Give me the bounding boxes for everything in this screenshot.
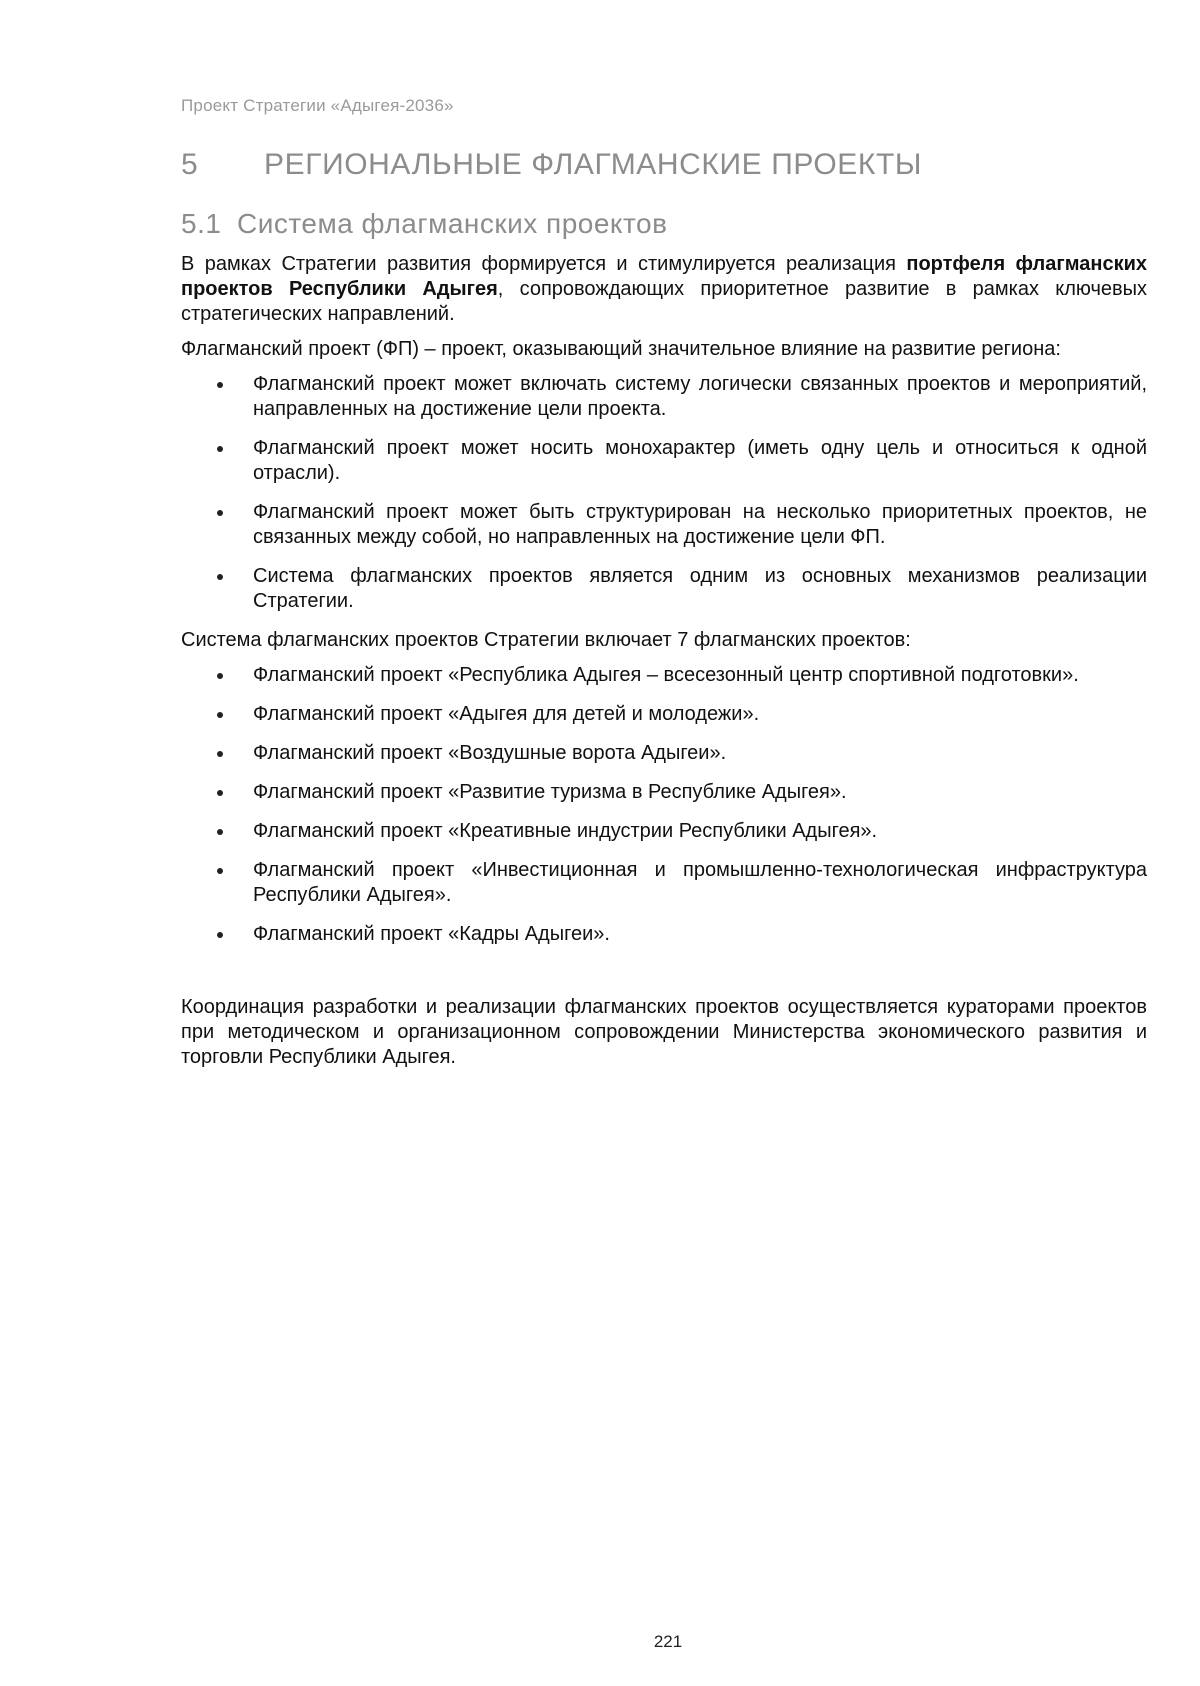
definition-list — [181, 372, 1147, 614]
bullet-icon — [217, 868, 223, 874]
list-item-text: Система флагманских проектов является одним из основных механизмов реализации Стратегии. — [253, 565, 1147, 612]
list-item — [253, 858, 1147, 908]
list-item — [253, 702, 1147, 727]
bullet-icon — [217, 712, 223, 718]
list-item-text: Флагманский проект «Адыгея для детей и молодежи». — [253, 703, 760, 725]
list-item — [253, 500, 1147, 550]
bullet-icon — [217, 382, 223, 388]
list-item-text: Флагманский проект «Креативные индустрии Республики Адыгея». — [253, 820, 878, 842]
chapter-number: 5 — [181, 148, 199, 181]
list-item-text: Флагманский проект «Развитие туризма в Республике Адыгея». — [253, 781, 847, 803]
chapter-title: РЕГИОНАЛЬНЫЕ ФЛАГМАНСКИЕ ПРОЕКТЫ — [264, 148, 923, 181]
body-content — [181, 252, 1147, 1080]
list-item — [253, 372, 1147, 422]
intro-text-start: В рамках Стратегии развития формируется и стимулируется реализация — [181, 253, 907, 275]
section-title: Система флагманских проектов — [237, 208, 668, 239]
projects-list — [181, 663, 1147, 947]
definition-paragraph: Флагманский проект (ФП) – проект, оказывающий значительное влияние на развитие региона: — [181, 338, 1061, 360]
list-item — [253, 780, 1147, 805]
bullet-icon — [217, 751, 223, 757]
list-item — [253, 436, 1147, 486]
spacer — [181, 961, 1147, 995]
intro-text-end: , сопровождающих приоритетное развитие в рамках ключевых стратегических направлений. — [181, 278, 1147, 325]
bullet-icon — [217, 574, 223, 580]
section-number: 5.1 — [181, 208, 222, 239]
list-item — [253, 663, 1147, 688]
list-item — [253, 922, 1147, 947]
system-intro-paragraph: Система флагманских проектов Стратегии включает 7 флагманских проектов: — [181, 629, 911, 651]
running-header: Проект Стратегии «Адыгея-2036» — [181, 96, 454, 115]
list-item-text: Флагманский проект «Республика Адыгея – всесезонный центр спортивной подготовки». — [253, 664, 1079, 686]
chapter-heading — [181, 148, 1081, 182]
bullet-icon — [217, 673, 223, 679]
page-number: 221 — [653, 1632, 683, 1651]
intro-paragraph — [181, 252, 1147, 327]
list-item-text: Флагманский проект может быть структурирован на несколько приоритетных проектов, не связанных между собой, но направленных на достижение цели ФП. — [253, 501, 1147, 548]
list-item-text: Флагманский проект «Кадры Адыгеи». — [253, 923, 610, 945]
intro-bold-text: портфеля флагманских проектов Республики Адыгея — [181, 253, 1147, 300]
list-item-text: Флагманский проект может включать систему логически связанных проектов и мероприятий, направленных на достижение цели проекта. — [253, 373, 1147, 420]
section-heading — [181, 208, 667, 240]
bullet-icon — [217, 446, 223, 452]
list-item-text: Флагманский проект может носить монохарактер (иметь одну цель и относиться к одной отрасли). — [253, 437, 1147, 484]
list-item-text: Флагманский проект «Воздушные ворота Адыгеи». — [253, 742, 727, 764]
coordination-paragraph: Координация разработки и реализации флагманских проектов осуществляется кураторами проектов при методическом и организационном сопровождении Министерства экономического развития и торговли Республики Адыгея. — [181, 996, 1147, 1068]
bullet-icon — [217, 510, 223, 516]
bullet-icon — [217, 829, 223, 835]
bullet-icon — [217, 790, 223, 796]
bullet-icon — [217, 932, 223, 938]
list-item — [253, 741, 1147, 766]
list-item-text: Флагманский проект «Инвестиционная и промышленно-технологическая инфраструктура Республики Адыгея». — [253, 859, 1147, 906]
list-item — [253, 819, 1147, 844]
list-item — [253, 564, 1147, 614]
